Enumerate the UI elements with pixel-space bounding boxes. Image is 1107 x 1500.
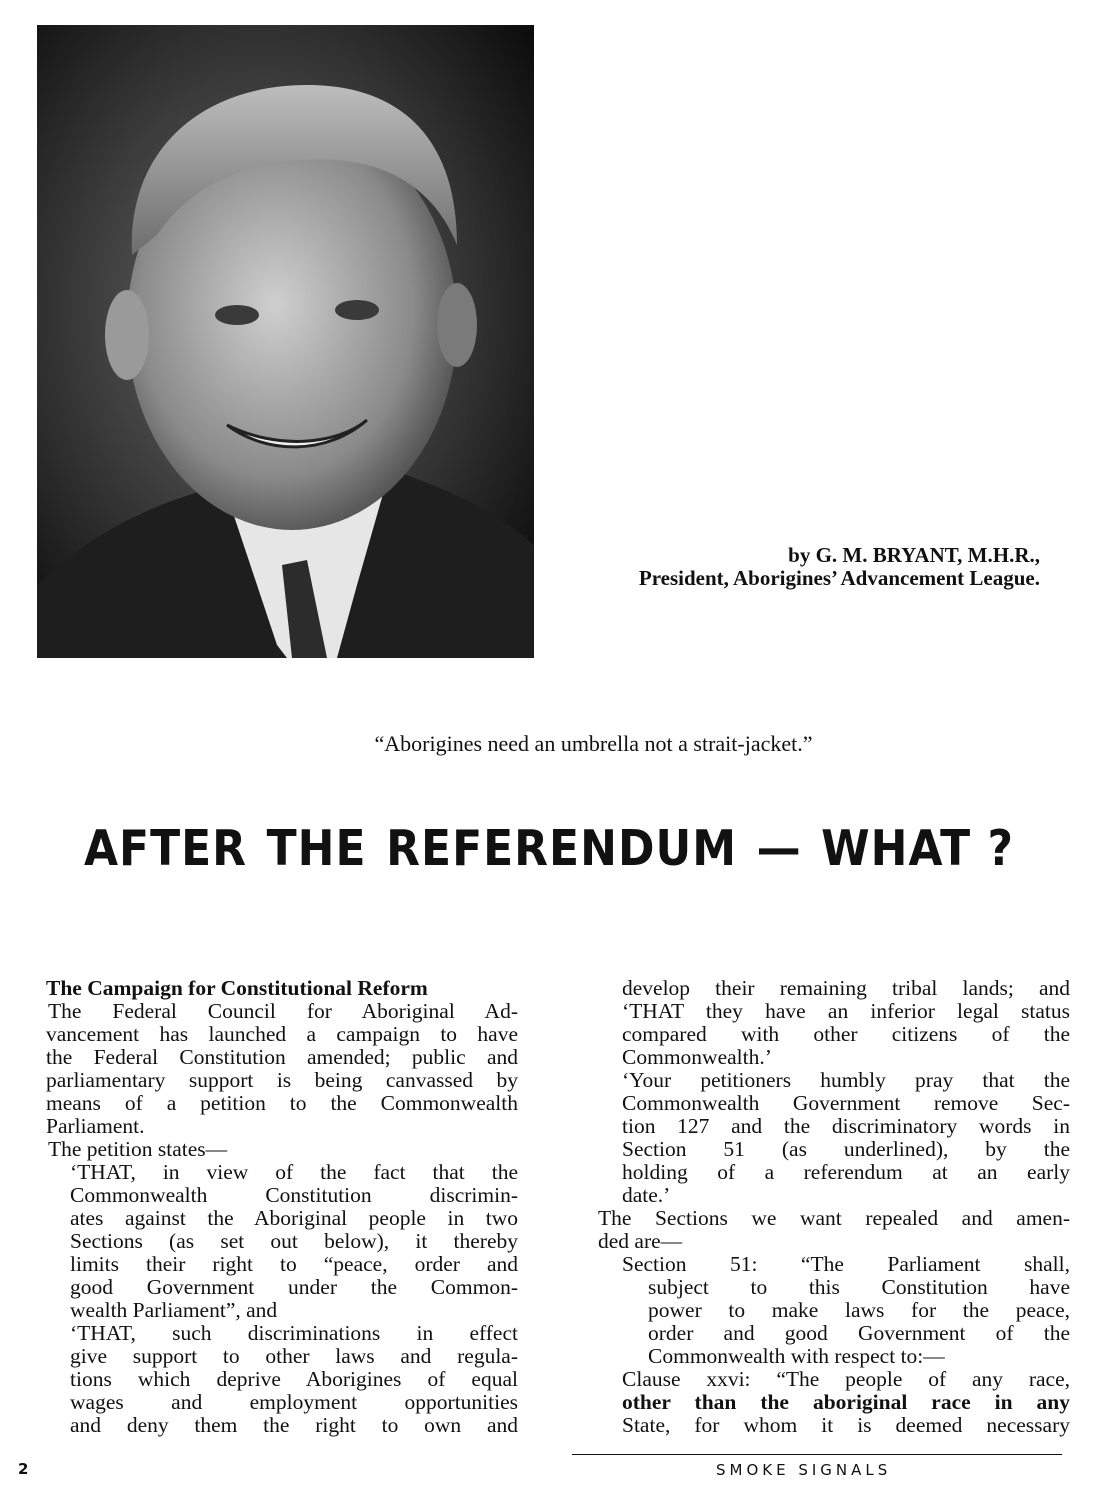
petition-line: ‘Your petitioners humbly pray that the bbox=[622, 1068, 1070, 1092]
section-quote-line: subject to this Constitution have bbox=[648, 1275, 1070, 1299]
body-line: means of a petition to the Commonwealth bbox=[46, 1091, 518, 1115]
section-heading: The Campaign for Constitutional Reform bbox=[46, 976, 428, 1000]
pull-quote: “Aborigines need an umbrella not a strait-jacket.” bbox=[374, 731, 813, 756]
article-headline bbox=[84, 814, 1014, 881]
portrait-illustration bbox=[37, 25, 534, 658]
clause-line: State, for whom it is deemed necessary bbox=[622, 1413, 1070, 1437]
petition-line: wealth Parliament”, and bbox=[70, 1298, 278, 1322]
headline-word-the: THE bbox=[266, 819, 367, 877]
body-line: ded are— bbox=[598, 1229, 683, 1253]
petition-line: ‘THAT, in view of the fact that the bbox=[70, 1160, 518, 1184]
petition-line: good Government under the Common- bbox=[70, 1275, 518, 1299]
page-number: 2 bbox=[18, 1460, 29, 1478]
underlined-clause-line: other than the aboriginal race in any bbox=[622, 1390, 1070, 1414]
petition-line: ‘THAT, such discriminations in effect bbox=[70, 1321, 518, 1345]
section-quote-line: Section 51: “The Parliament shall, bbox=[622, 1252, 1070, 1276]
petition-line: Commonwealth Government remove Sec- bbox=[622, 1091, 1070, 1115]
petition-line: compared with other citizens of the bbox=[622, 1022, 1070, 1046]
byline-title: President, Aborigines’ Advancement League. bbox=[638, 566, 1040, 590]
petition-line: date.’ bbox=[622, 1183, 671, 1207]
petition-line: Sections (as set out below), it thereby bbox=[70, 1229, 518, 1253]
author-byline bbox=[560, 544, 1040, 590]
petition-line: give support to other laws and regula- bbox=[70, 1344, 518, 1368]
petition-line: Commonwealth Constitution discrimin- bbox=[70, 1183, 518, 1207]
headline-word-what: WHAT ? bbox=[821, 819, 1014, 877]
body-line: The Federal Council for Aboriginal Ad- bbox=[48, 999, 518, 1023]
body-line: vancement has launched a campaign to have bbox=[46, 1022, 518, 1046]
body-line: The petition states— bbox=[48, 1137, 228, 1161]
petition-line: and deny them the right to own and bbox=[70, 1413, 518, 1437]
body-line: the Federal Constitution amended; public and bbox=[46, 1045, 518, 1069]
petition-line: ates against the Aboriginal people in two bbox=[70, 1206, 518, 1230]
petition-line: holding of a referendum at an early bbox=[622, 1160, 1070, 1184]
petition-line: limits their right to “peace, order and bbox=[70, 1252, 518, 1276]
petition-line: develop their remaining tribal lands; and bbox=[622, 976, 1070, 1000]
section-quote-line: power to make laws for the peace, bbox=[648, 1298, 1070, 1322]
petition-line: Commonwealth.’ bbox=[622, 1045, 772, 1069]
petition-line: ‘THAT they have an inferior legal status bbox=[622, 999, 1070, 1023]
left-text-column bbox=[46, 977, 518, 1437]
body-line: Parliament. bbox=[46, 1114, 145, 1138]
petition-line: tion 127 and the discriminatory words in bbox=[622, 1114, 1070, 1138]
petition-line: wages and employment opportunities bbox=[70, 1390, 518, 1414]
byline-author: by G. M. BRYANT, M.H.R., bbox=[788, 543, 1040, 567]
right-text-column bbox=[598, 977, 1070, 1437]
headline-word-referendum: REFERENDUM bbox=[386, 819, 737, 877]
section-quote-line: order and good Government of the bbox=[648, 1321, 1070, 1345]
petition-line: tions which deprive Aborigines of equal bbox=[70, 1367, 518, 1391]
clause-line: Clause xxvi: “The people of any race, bbox=[622, 1367, 1070, 1391]
headline-word-after: AFTER bbox=[84, 819, 248, 877]
body-line: The Sections we want repealed and amen- bbox=[598, 1206, 1070, 1230]
underline-rule bbox=[572, 1454, 1062, 1455]
body-line: parliamentary support is being canvassed by bbox=[46, 1068, 518, 1092]
headline-dash: — bbox=[756, 819, 802, 877]
section-quote-line: Commonwealth with respect to:— bbox=[648, 1344, 945, 1368]
author-portrait-photo bbox=[37, 25, 534, 658]
publication-title: SMOKE SIGNALS bbox=[716, 1461, 892, 1479]
petition-line: Section 51 (as underlined), by the bbox=[622, 1137, 1070, 1161]
